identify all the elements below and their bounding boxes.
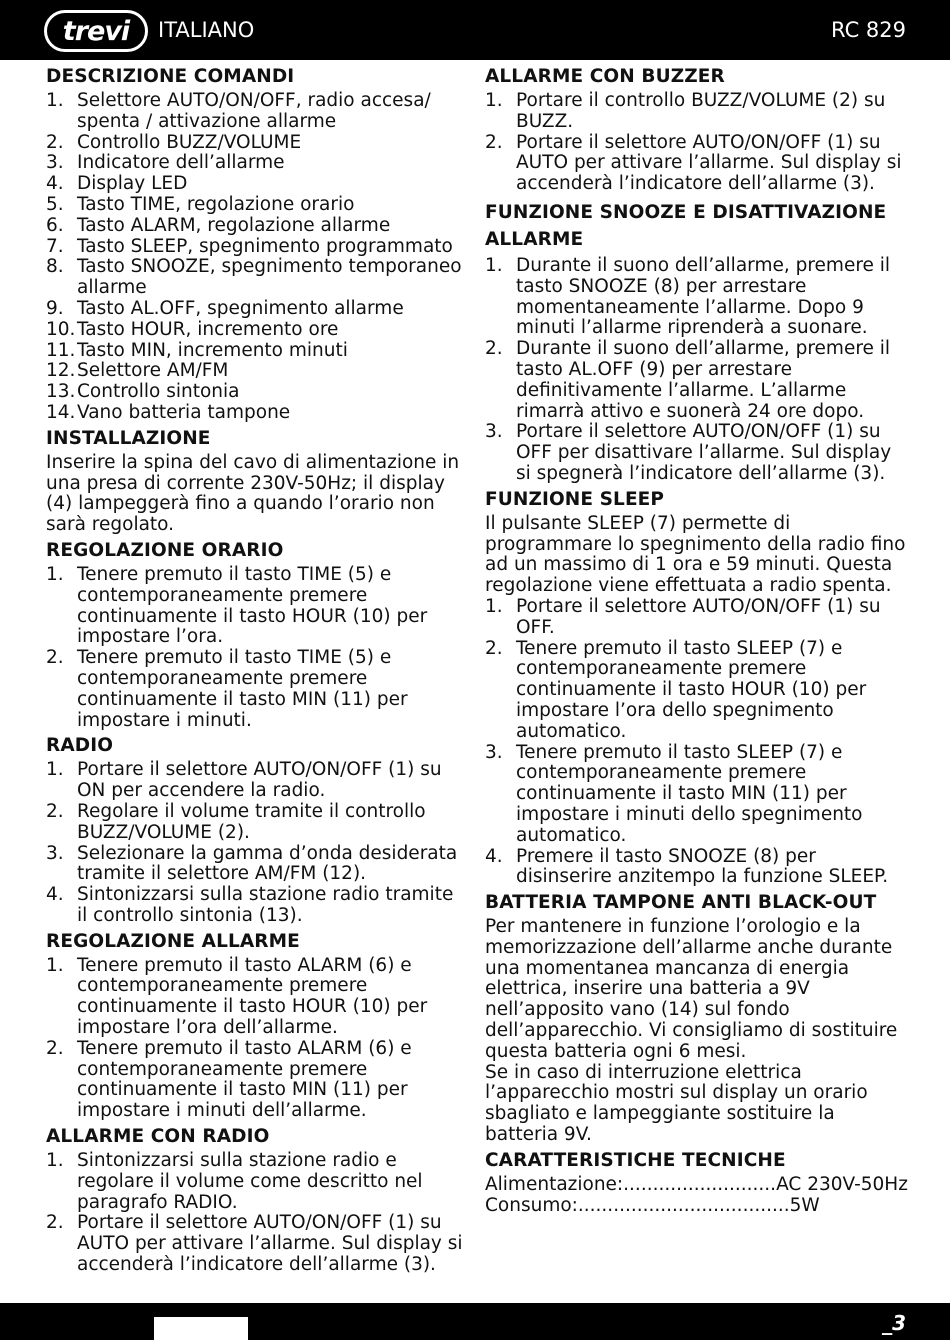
item-number: 1. bbox=[485, 595, 503, 617]
list-item bbox=[46, 403, 468, 424]
list-item bbox=[46, 361, 468, 382]
item-number: 4. bbox=[485, 845, 503, 867]
item-number: 2. bbox=[46, 800, 64, 822]
section-title: BATTERIA TAMPONE ANTI BLACK-OUT bbox=[485, 892, 877, 914]
section-allarme-radio bbox=[46, 1124, 468, 1276]
list-item bbox=[46, 956, 468, 1039]
step-list bbox=[485, 256, 910, 485]
item-number: 1. bbox=[46, 563, 64, 585]
section-title: DESCRIZIONE COMANDI bbox=[46, 66, 295, 87]
list-item bbox=[46, 1039, 468, 1122]
item-number: 14. bbox=[46, 401, 76, 423]
logo-text: trevi bbox=[62, 15, 130, 47]
item-text: Tasto HOUR, incremento ore bbox=[77, 318, 339, 340]
section-sleep bbox=[485, 487, 910, 888]
item-number: 2. bbox=[485, 131, 503, 153]
section-descrizione bbox=[46, 64, 468, 424]
item-text: Premere il tasto SNOOZE (8) per disinserire anzitempo la funzione SLEEP. bbox=[516, 845, 889, 888]
item-number: 2. bbox=[485, 637, 503, 659]
section-radio bbox=[46, 733, 468, 926]
list-item bbox=[46, 237, 468, 258]
item-text: Tenere premuto il tasto ALARM (6) e contemporaneamente premere continuamente il tasto HOUR (10) per impostare l’ora dell’allarme. bbox=[77, 954, 428, 1039]
section-title: CARATTERISTICHE TECNICHE bbox=[485, 1149, 786, 1171]
list-item bbox=[485, 422, 910, 484]
item-text: Vano batteria tampone bbox=[77, 401, 291, 423]
item-number: 2. bbox=[46, 131, 64, 153]
item-text: Selezionare la gamma d’onda desiderata tramite il selettore AM/FM (12). bbox=[77, 842, 458, 885]
section-batteria bbox=[485, 890, 910, 1146]
section-title: REGOLAZIONE ORARIO bbox=[46, 539, 284, 561]
item-number: 8. bbox=[46, 256, 64, 278]
list-item bbox=[46, 565, 468, 648]
item-text: Regolare il volume tramite il controllo BUZZ/VOLUME (2). bbox=[77, 800, 426, 843]
item-number: 2. bbox=[46, 1037, 64, 1059]
item-text: Portare il selettore AUTO/ON/OFF (1) su AUTO per attivare l’allarme. Sul display si accenderà l’indicatore dell’allarme (3). bbox=[516, 131, 902, 195]
item-number: 1. bbox=[46, 1150, 64, 1172]
item-text: Tenere premuto il tasto SLEEP (7) e contemporaneamente premere continuamente il tasto MIN (11) per impostare i minuti dello spegnimento automatico. bbox=[516, 741, 863, 846]
list-item bbox=[46, 648, 468, 731]
section-title: ALLARME CON BUZZER bbox=[485, 66, 725, 87]
section-buzzer bbox=[485, 64, 910, 195]
item-number: 7. bbox=[46, 235, 64, 257]
list-item bbox=[46, 802, 468, 844]
item-number: 3. bbox=[485, 741, 503, 763]
item-text: Tasto TIME, regolazione orario bbox=[77, 193, 355, 215]
item-number: 1. bbox=[485, 90, 503, 111]
section-title: INSTALLAZIONE bbox=[46, 427, 211, 449]
item-text: Tasto SLEEP, spegnimento programmato bbox=[77, 235, 453, 257]
step-list bbox=[46, 760, 468, 926]
item-number: 1. bbox=[46, 954, 64, 976]
item-text: Portare il selettore AUTO/ON/OFF (1) su OFF per disattivare l’allarme. Sul display si spegnerà l’indicatore dell’allarme (3). bbox=[516, 421, 892, 484]
list-item bbox=[46, 844, 468, 886]
step-list bbox=[485, 597, 910, 888]
item-number: 5. bbox=[46, 193, 64, 215]
list-item bbox=[46, 885, 468, 927]
item-number: 1. bbox=[46, 90, 64, 111]
paragraph: Inserire la spina del cavo di alimentazione in una presa di corrente 230V-50Hz; il display (4) lampeggerà fino a quando l’orario non sarà regolato. bbox=[46, 451, 460, 536]
section-orario bbox=[46, 538, 468, 731]
item-number: 2. bbox=[485, 338, 503, 360]
item-text: Controllo sintonia bbox=[77, 381, 240, 403]
control-list bbox=[46, 91, 468, 424]
list-item bbox=[46, 153, 468, 174]
step-list bbox=[485, 91, 910, 195]
step-list bbox=[46, 565, 468, 731]
list-item bbox=[46, 341, 468, 362]
list-item bbox=[485, 847, 910, 889]
list-item bbox=[46, 133, 468, 154]
trevi-logo bbox=[44, 10, 148, 52]
item-number: 3. bbox=[46, 152, 64, 174]
item-number: 1. bbox=[485, 254, 503, 276]
list-item bbox=[485, 339, 910, 422]
list-item bbox=[46, 1213, 468, 1275]
section-title: FUNZIONE SLEEP bbox=[485, 488, 665, 510]
step-list bbox=[46, 956, 468, 1122]
list-item bbox=[46, 382, 468, 403]
list-item bbox=[485, 91, 910, 133]
section-allarme bbox=[46, 929, 468, 1122]
item-number: 3. bbox=[46, 842, 64, 864]
list-item bbox=[46, 257, 468, 299]
item-number: 2. bbox=[46, 1212, 64, 1234]
item-text: Tasto SNOOZE, spegnimento temporaneo allarme bbox=[77, 256, 462, 299]
list-item bbox=[46, 1151, 468, 1213]
list-item bbox=[46, 216, 468, 237]
list-item bbox=[485, 256, 910, 339]
spec-label: Alimentazione: bbox=[485, 1173, 624, 1195]
footer-bar bbox=[0, 1303, 950, 1340]
paragraph: Se in caso di interruzione elettrica l’apparecchio mostri sul display un orario sbagliato e lampeggiante sostituire la batteria 9V. bbox=[485, 1061, 868, 1146]
left-column bbox=[46, 64, 468, 1278]
spec-value: AC 230V-50Hz bbox=[776, 1173, 908, 1195]
item-number: 1. bbox=[46, 759, 64, 781]
item-number: 4. bbox=[46, 173, 64, 195]
header-bar bbox=[0, 0, 950, 60]
item-text: Tenere premuto il tasto ALARM (6) e contemporaneamente premere continuamente il tasto MIN (11) per impostare i minuti dell’allarme. bbox=[77, 1037, 412, 1122]
item-text: Portare il controllo BUZZ/VOLUME (2) su BUZZ. bbox=[516, 90, 886, 132]
item-number: 6. bbox=[46, 214, 64, 236]
item-text: Portare il selettore AUTO/ON/OFF (1) su ON per accendere la radio. bbox=[77, 759, 442, 802]
item-text: Portare il selettore AUTO/ON/OFF (1) su AUTO per attivare l’allarme. Sul display si accenderà l’indicatore dell’allarme (3). bbox=[77, 1212, 463, 1276]
item-text: Tenere premuto il tasto TIME (5) e contemporaneamente premere continuamente il tasto HOUR (10) per impostare l’ora. bbox=[77, 563, 428, 648]
item-text: Selettore AM/FM bbox=[77, 360, 229, 382]
item-number: 13. bbox=[46, 381, 76, 403]
page-number: _3 bbox=[882, 1311, 906, 1335]
item-text: Indicatore dell’allarme bbox=[77, 152, 285, 174]
section-snooze bbox=[485, 197, 910, 485]
list-item bbox=[46, 320, 468, 341]
item-number: 11. bbox=[46, 339, 76, 361]
item-text: Selettore AUTO/ON/OFF, radio accesa/ spenta / attivazione allarme bbox=[77, 90, 431, 132]
item-text: Tasto MIN, incremento minuti bbox=[77, 339, 348, 361]
list-item bbox=[485, 133, 910, 195]
section-title: REGOLAZIONE ALLARME bbox=[46, 930, 300, 952]
right-column bbox=[485, 64, 910, 1218]
spec-dots: .................................... bbox=[577, 1195, 790, 1216]
spec-row bbox=[485, 1175, 910, 1196]
section-title: RADIO bbox=[46, 735, 114, 757]
list-item bbox=[46, 760, 468, 802]
list-item bbox=[46, 299, 468, 320]
section-title: FUNZIONE SNOOZE E DISATTIVAZIONE ALLARME bbox=[485, 201, 887, 250]
list-item bbox=[46, 91, 468, 133]
item-number: 10. bbox=[46, 318, 76, 340]
item-text: Display LED bbox=[77, 173, 188, 195]
item-text: Durante il suono dell’allarme, premere il tasto AL.OFF (9) per arrestare definitivamente l’allarme. L’allarme rimarrà attivo e suonerà 24 ore dopo. bbox=[516, 338, 891, 422]
item-text: Tasto AL.OFF, spegnimento allarme bbox=[77, 297, 404, 319]
list-item bbox=[46, 174, 468, 195]
item-text: Controllo BUZZ/VOLUME bbox=[77, 131, 302, 153]
item-text: Tenere premuto il tasto SLEEP (7) e contemporaneamente premere continuamente il tasto HOUR (10) per impostare l’ora dello spegnimento automatico. bbox=[516, 637, 867, 742]
spec-row bbox=[485, 1196, 910, 1217]
spec-value: 5W bbox=[789, 1194, 820, 1216]
item-number: 2. bbox=[46, 647, 64, 669]
item-number: 4. bbox=[46, 884, 64, 906]
paragraph: Il pulsante SLEEP (7) permette di programmare lo spegnimento della radio fino ad un massimo di 1 ora e 59 minuti. Questa regolazione viene effettuata a radio spenta. bbox=[485, 512, 906, 597]
item-text: Tenere premuto il tasto TIME (5) e contemporaneamente premere continuamente il tasto MIN (11) per impostare i minuti. bbox=[77, 647, 408, 731]
list-item bbox=[485, 743, 910, 847]
list-item bbox=[485, 597, 910, 639]
section-title: ALLARME CON RADIO bbox=[46, 1126, 270, 1148]
model-label: RC 829 bbox=[831, 18, 906, 42]
language-label: ITALIANO bbox=[158, 18, 255, 42]
step-list bbox=[46, 1151, 468, 1276]
item-number: 12. bbox=[46, 360, 76, 382]
item-text: Tasto ALARM, regolazione allarme bbox=[77, 214, 391, 236]
item-number: 9. bbox=[46, 297, 64, 319]
section-installazione bbox=[46, 426, 468, 536]
item-text: Portare il selettore AUTO/ON/OFF (1) su OFF. bbox=[516, 595, 881, 638]
item-text: Sintonizzarsi sulla stazione radio tramite il controllo sintonia (13). bbox=[77, 884, 454, 926]
spec-label: Consumo: bbox=[485, 1194, 578, 1216]
section-tecniche bbox=[485, 1148, 910, 1217]
paragraph: Per mantenere in funzione l’orologio e la memorizzazione dell’allarme anche durante una momentanea mancanza di energia elettrica, inserire una batteria a 9V nell’apposito vano (14) sul fondo dell’apparecchio. Vi consigliamo di sostituire questa batteria ogni 6 mesi. bbox=[485, 916, 898, 1062]
item-text: Durante il suono dell’allarme, premere il tasto SNOOZE (8) per arrestare momentaneamente l’allarme. Dopo 9 minuti l’allarme riprenderà a suonare. bbox=[516, 254, 891, 339]
spec-dots: .......................... bbox=[623, 1174, 777, 1195]
list-item bbox=[46, 195, 468, 216]
item-text: Sintonizzarsi sulla stazione radio e regolare il volume come descritto nel paragrafo RADIO. bbox=[77, 1150, 423, 1213]
item-number: 3. bbox=[485, 421, 503, 443]
footer-tab bbox=[154, 1317, 248, 1340]
list-item bbox=[485, 639, 910, 743]
